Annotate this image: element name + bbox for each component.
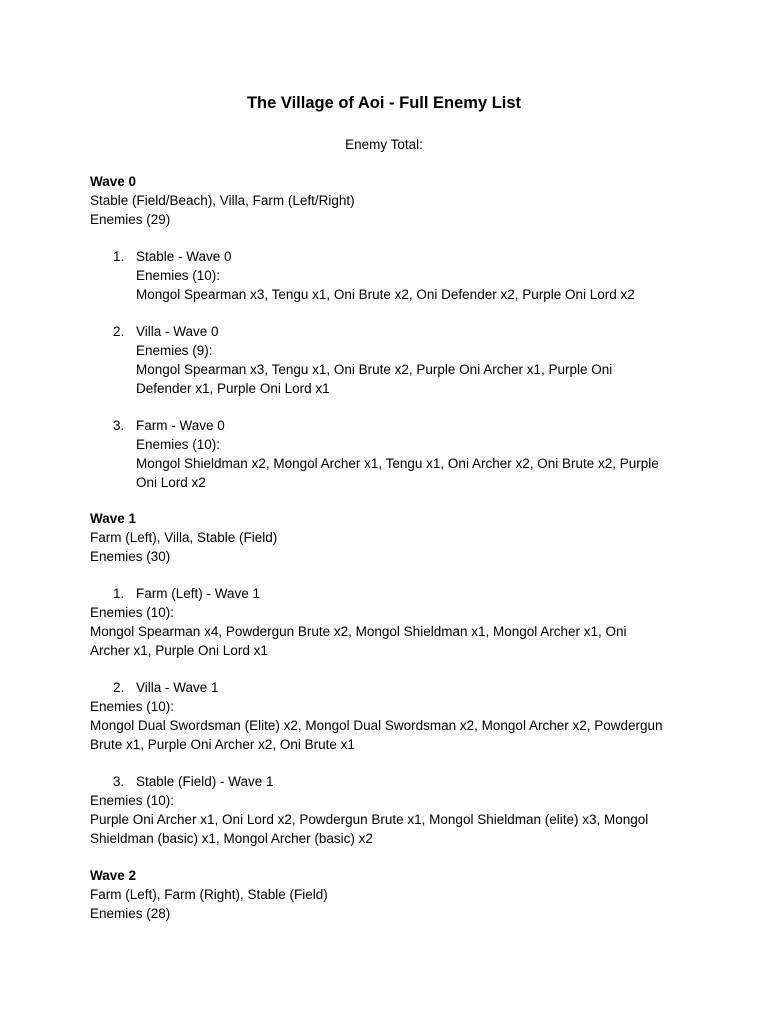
list-item-name: Stable - Wave 0 (136, 249, 232, 264)
wave-enemy-count: Enemies (30) (90, 549, 171, 564)
list-item-enemies-cont: Shieldman (basic) x1, Mongol Archer (basic) x2 (90, 831, 373, 846)
list-item (113, 416, 693, 492)
list-item-enemies-cont: Oni Lord x2 (136, 475, 206, 490)
list-item (90, 772, 690, 848)
wave-1-section (90, 509, 690, 566)
list-item-name: Farm (Left) - Wave 1 (136, 586, 261, 601)
wave-heading: Wave 0 (90, 174, 137, 189)
list-item-enemies-cont: Archer x1, Purple Oni Lord x1 (90, 643, 268, 658)
list-number: 2. (113, 324, 125, 339)
list-item-name: Villa - Wave 0 (136, 324, 219, 339)
wave-2-section (90, 866, 690, 923)
wave-locations: Farm (Left), Villa, Stable (Field) (90, 530, 278, 545)
list-item (90, 584, 690, 660)
document-title: The Village of Aoi - Full Enemy List (246, 94, 522, 112)
list-number: 2. (113, 680, 125, 695)
list-number: 1. (113, 586, 125, 601)
wave-0-section (90, 172, 690, 229)
list-item-enemies: Mongol Spearman x3, Tengu x1, Oni Brute x2, Purple Oni Archer x1, Purple Oni (136, 362, 613, 377)
list-item-count: Enemies (9): (136, 343, 213, 358)
list-item-enemies: Mongol Shieldman x2, Mongol Archer x1, Tengu x1, Oni Archer x2, Oni Brute x2, Purple (136, 456, 659, 471)
list-item (90, 678, 690, 754)
list-item-count: Enemies (10): (136, 437, 221, 452)
list-number: 3. (113, 774, 125, 789)
list-item (113, 322, 693, 398)
list-item-enemies: Mongol Spearman x3, Tengu x1, Oni Brute x2, Oni Defender x2, Purple Oni Lord x2 (136, 287, 635, 302)
list-item-enemies-cont: Brute x1, Purple Oni Archer x2, Oni Brute x1 (90, 737, 355, 752)
list-item-count: Enemies (10): (136, 268, 221, 283)
list-item-name: Stable (Field) - Wave 1 (136, 774, 274, 789)
list-item-enemies: Mongol Dual Swordsman (Elite) x2, Mongol Dual Swordsman x2, Mongol Archer x2, Powdergun (90, 718, 663, 733)
list-item-enemies-cont: Defender x1, Purple Oni Lord x1 (136, 381, 330, 396)
list-number: 3. (113, 418, 125, 433)
list-item-enemies: Purple Oni Archer x1, Oni Lord x2, Powdergun Brute x1, Mongol Shieldman (elite) x3, Mongol (90, 812, 649, 827)
wave-locations: Farm (Left), Farm (Right), Stable (Field) (90, 887, 328, 902)
list-item-count: Enemies (10): (90, 605, 175, 620)
wave-heading: Wave 2 (90, 868, 137, 883)
wave-enemy-count: Enemies (29) (90, 212, 171, 227)
list-number: 1. (113, 249, 125, 264)
wave-locations: Stable (Field/Beach), Villa, Farm (Left/Right) (90, 193, 355, 208)
list-item-name: Villa - Wave 1 (136, 680, 219, 695)
list-item (113, 247, 693, 304)
list-item-enemies: Mongol Spearman x4, Powdergun Brute x2, Mongol Shieldman x1, Mongol Archer x1, Oni (90, 624, 627, 639)
enemy-total-label: Enemy Total: (345, 137, 423, 152)
list-item-count: Enemies (10): (90, 699, 175, 714)
list-item-count: Enemies (10): (90, 793, 175, 808)
wave-enemy-count: Enemies (28) (90, 906, 171, 921)
wave-heading: Wave 1 (90, 511, 137, 526)
list-item-name: Farm - Wave 0 (136, 418, 225, 433)
